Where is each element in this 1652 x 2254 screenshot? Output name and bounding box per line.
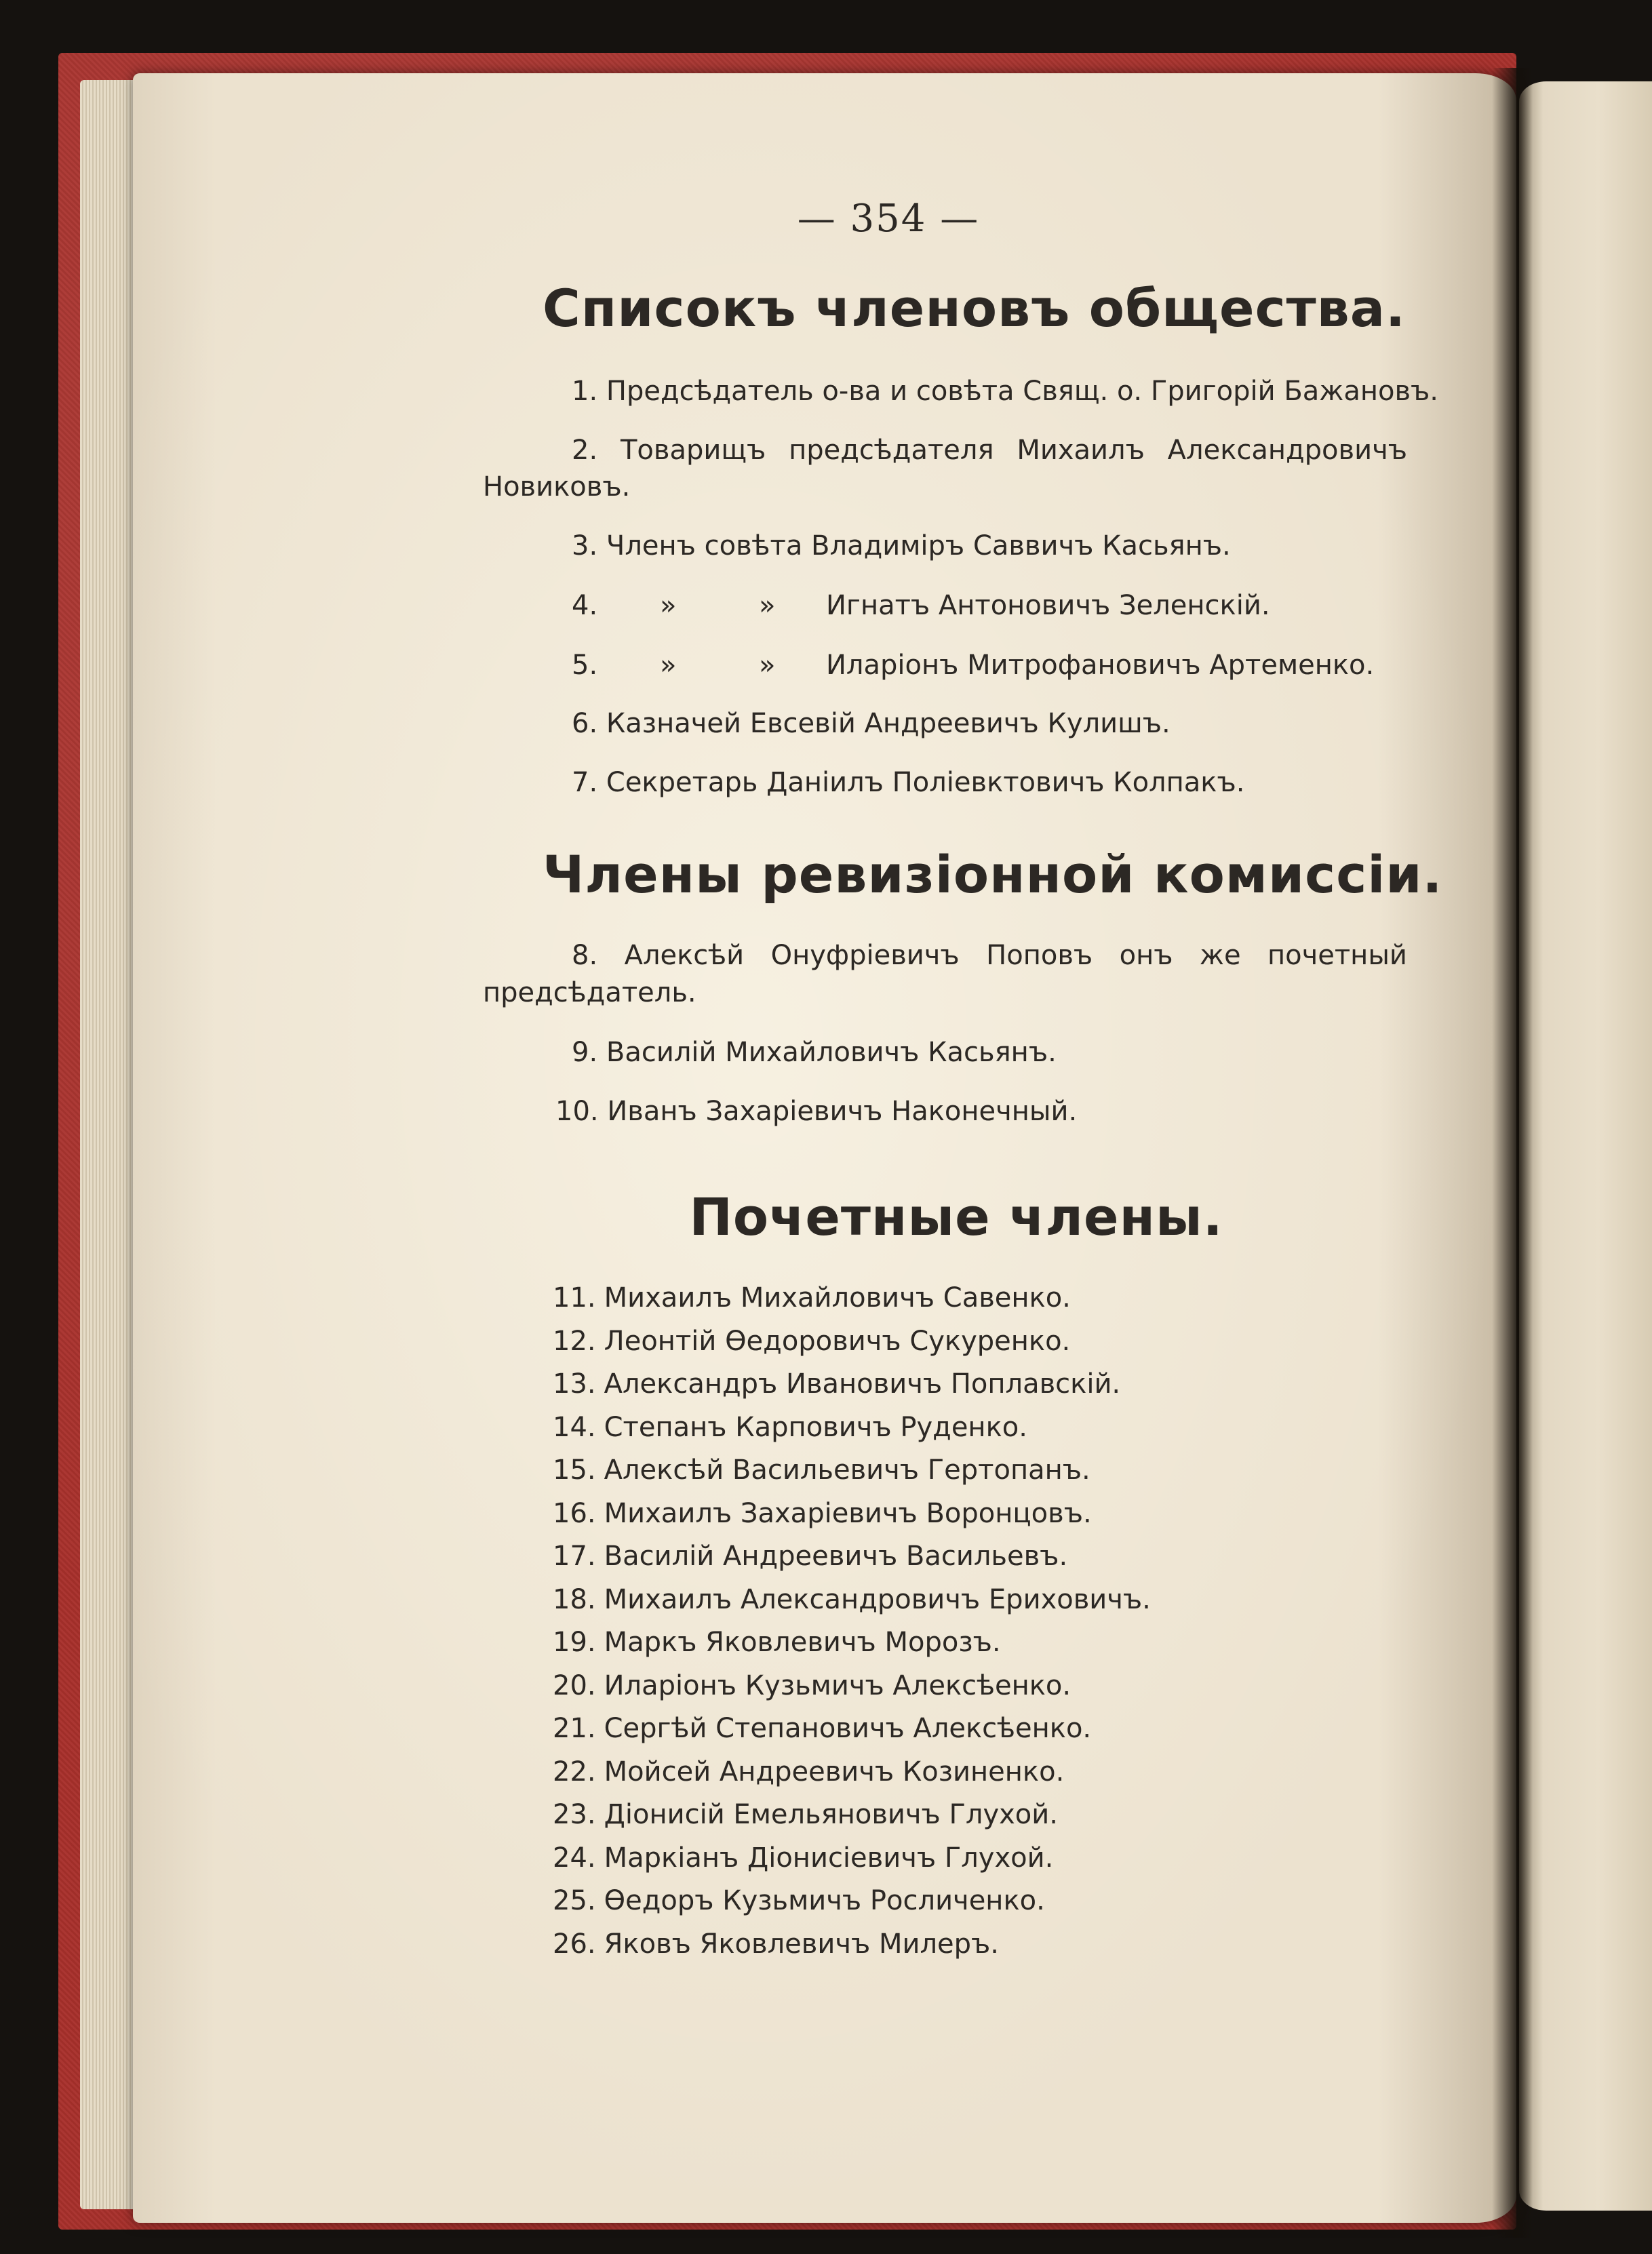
member-name: Михаилъ Михайловичъ Савенко. [604, 1282, 1071, 1313]
member-name: Михаилъ Захаріевичъ Воронцовъ. [604, 1497, 1092, 1529]
list-item: 3. Членъ совѣта Владиміръ Саввичъ Касьянъ. [572, 530, 1231, 561]
member-name: Маркъ Яковлевичъ Морозъ. [604, 1627, 1001, 1658]
list-item: 6. Казначей Евсевій Андреевичъ Кулишъ. [572, 708, 1171, 739]
item-number: 23. [553, 1799, 596, 1830]
honorary-member-item [553, 1325, 1070, 1358]
item-number: 12. [553, 1325, 596, 1357]
list-item: 10. Иванъ Захаріевичъ Наконечный. [555, 1096, 1078, 1127]
list-item: 4. » » Игнатъ Антоновичъ Зеленскій. [572, 590, 1270, 621]
member-name: Мойсей Андреевичъ Козиненко. [604, 1756, 1065, 1787]
item-number: 17. [553, 1541, 596, 1572]
list-item-continuation: Новиковъ. [483, 471, 631, 502]
list-item: 5. » » Иларіонъ Митрофановичъ Артеменко. [572, 650, 1375, 681]
list-item-continuation: предсѣдатель. [483, 977, 696, 1008]
member-name: Ѳедоръ Кузьмичъ Росличенко. [604, 1885, 1045, 1916]
member-name: Сергѣй Степановичъ Алексѣенко. [604, 1713, 1092, 1744]
item-number: 19. [553, 1627, 596, 1658]
member-name: Алексѣй Васильевичъ Гертопанъ. [604, 1455, 1090, 1486]
honorary-member-item [553, 1497, 1092, 1530]
honorary-member-item [553, 1626, 1001, 1659]
member-name: Леонтій Ѳедоровичъ Сукуренко. [604, 1325, 1071, 1357]
list-item: 8. Алексѣй Онуфріевичъ Поповъ онъ же почетный [572, 940, 1407, 971]
member-name: Яковъ Яковлевичъ Милеръ. [604, 1928, 1000, 1960]
member-name: Александръ Ивановичъ Поплавскій. [604, 1368, 1121, 1400]
honorary-member-item [553, 1712, 1091, 1745]
item-number: 16. [553, 1497, 596, 1529]
member-name: Василій Андреевичъ Васильевъ. [604, 1541, 1068, 1572]
section-title-revision: Члены ревизіонной комиссіи. [543, 844, 1443, 905]
page-number: — 354 — [797, 197, 980, 241]
item-number: 24. [553, 1842, 596, 1874]
honorary-member-item [553, 1756, 1064, 1788]
item-number: 11. [553, 1282, 596, 1313]
item-number: 15. [553, 1455, 596, 1486]
honorary-member-item [553, 1842, 1053, 1874]
honorary-member-item [553, 1583, 1151, 1616]
honorary-member-item [553, 1884, 1045, 1917]
honorary-member-item [553, 1669, 1071, 1702]
section-title-honorary: Почетные члены. [689, 1187, 1223, 1247]
member-name: Діонисій Емельяновичъ Глухой. [604, 1799, 1058, 1830]
honorary-member-item [553, 1368, 1120, 1400]
item-number: 22. [553, 1756, 596, 1787]
honorary-member-item [553, 1411, 1027, 1444]
honorary-member-item [553, 1282, 1071, 1314]
honorary-member-item [553, 1798, 1058, 1831]
item-number: 20. [553, 1669, 596, 1701]
list-item: 9. Василій Михайловичъ Касьянъ. [572, 1037, 1057, 1068]
section-title-members: Списокъ членовъ общества. [543, 278, 1406, 338]
honorary-member-item [553, 1928, 999, 1960]
honorary-member-item [553, 1540, 1067, 1573]
item-number: 13. [553, 1368, 596, 1400]
item-number: 21. [553, 1713, 596, 1744]
list-item: 2. Товарищъ предсѣдателя Михаилъ Александровичъ [572, 435, 1407, 466]
member-name: Иларіонъ Кузьмичъ Алексѣенко. [604, 1669, 1071, 1701]
member-name: Михаилъ Александровичъ Ериховичъ. [604, 1583, 1151, 1615]
item-number: 14. [553, 1411, 596, 1443]
list-item: 7. Секретарь Даніилъ Поліевктовичъ Колпакъ. [572, 767, 1245, 798]
item-number: 18. [553, 1583, 596, 1615]
member-name: Степанъ Карповичъ Руденко. [604, 1411, 1027, 1443]
honorary-member-item [553, 1454, 1090, 1486]
item-number: 25. [553, 1885, 596, 1916]
list-item: 1. Предсѣдатель о-ва и совѣта Свящ. о. Григорій Бажановъ. [572, 376, 1439, 407]
member-name: Маркіанъ Діонисіевичъ Глухой. [604, 1842, 1054, 1874]
item-number: 26. [553, 1928, 596, 1960]
